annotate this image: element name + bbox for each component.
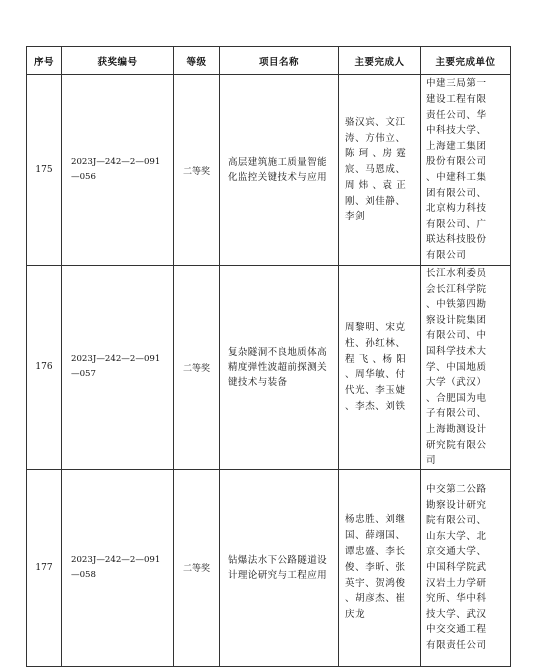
cell-project-name xyxy=(220,266,339,470)
cell-units-line: 究所、华中科 xyxy=(426,593,487,605)
cell-persons-line: 杨忠胜、刘继 xyxy=(345,514,406,526)
cell-grade: 二等奖 xyxy=(174,75,220,266)
cell-persons-line: 英宇、贺鸿俊 xyxy=(345,577,406,589)
header-persons: 主要完成人 xyxy=(339,47,421,75)
cell-units xyxy=(421,469,511,666)
cell-grade: 二等奖 xyxy=(174,266,220,470)
cell-units-line: 中交交通工程 xyxy=(426,624,487,636)
cell-units-line: 子有限公司、 xyxy=(426,408,487,420)
cell-units-line: 国科学技术大 xyxy=(426,345,487,357)
cell-project-name xyxy=(220,75,339,266)
cell-project-name-line: 钻爆法水下公路隧道设 xyxy=(228,554,328,566)
cell-persons-line: 涛、方伟立、 xyxy=(345,132,406,144)
cell-persons-line: 周黎明、宋克 xyxy=(345,321,406,333)
header-grade: 等级 xyxy=(174,47,220,75)
cell-units-line: 北京构力科技 xyxy=(426,203,487,215)
cell-units-line: 上海建工集团 xyxy=(426,140,487,152)
cell-units-line: 中科技大学、 xyxy=(426,125,487,137)
cell-persons-line: 国、薛翊国、 xyxy=(345,530,406,542)
award-table xyxy=(26,46,511,667)
cell-units-line: 研究院有限公 xyxy=(426,439,487,451)
cell-persons-line: 骆汉宾、文江 xyxy=(345,116,406,128)
cell-award-code xyxy=(62,266,174,470)
cell-project-name-line: 计理论研究与工程应用 xyxy=(228,569,328,581)
cell-units xyxy=(421,75,511,266)
cell-units-line: 上海勘测设计 xyxy=(426,423,487,435)
cell-persons-line: 俊、李昕、张 xyxy=(345,561,406,573)
cell-project-name xyxy=(220,469,339,666)
cell-project-name-line: 精度弹性波超前探测关 xyxy=(228,361,328,373)
cell-persons-line: 刚、刘佳静、 xyxy=(345,195,406,207)
cell-units-line: 京交通大学、 xyxy=(426,546,487,558)
cell-units-line: 长江水利委员 xyxy=(426,268,487,279)
cell-award-code xyxy=(62,469,174,666)
cell-units-line: 团有限公司、 xyxy=(426,187,487,199)
cell-persons xyxy=(339,75,421,266)
cell-units-line: 察设计院集团 xyxy=(426,314,487,326)
cell-units-line: 大学（武汉） xyxy=(426,377,487,389)
cell-grade: 二等奖 xyxy=(174,469,220,666)
cell-units-line: 技大学、武汉 xyxy=(426,608,487,620)
cell-units-line: 有限公司 xyxy=(426,249,467,261)
cell-persons-line: 陈 珂 、房 霆 xyxy=(345,148,407,160)
cell-units-line: 院有限公司、 xyxy=(426,515,487,527)
cell-seq: 175 xyxy=(27,75,62,266)
cell-units-line: 山东大学、北 xyxy=(426,530,487,542)
table-row xyxy=(27,266,511,470)
cell-award-code-line: —058 xyxy=(71,569,96,580)
cell-units-line: 有限责任公司 xyxy=(426,639,487,651)
cell-units-line: 中建三局第一 xyxy=(426,78,487,90)
header-name: 项目名称 xyxy=(220,47,339,75)
cell-units-line: 责任公司、华 xyxy=(426,109,487,121)
cell-persons xyxy=(339,469,421,666)
table-row xyxy=(27,469,511,666)
cell-seq: 177 xyxy=(27,469,62,666)
cell-units-line: 学、中国地质 xyxy=(426,361,487,373)
table-row xyxy=(27,75,511,266)
cell-award-code-line: 2023J—242—2—091 xyxy=(71,554,161,565)
cell-persons-line: 谭忠盛、李长 xyxy=(345,546,406,558)
cell-project-name-line: 复杂隧洞不良地质体高 xyxy=(228,346,328,358)
cell-units-line: 会长江科学院 xyxy=(426,283,487,295)
cell-units-line: 司 xyxy=(426,455,437,467)
cell-award-code-line: 2023J—242—2—091 xyxy=(71,354,161,365)
cell-persons-line: 柱、孙红林、 xyxy=(345,337,406,349)
cell-award-code xyxy=(62,75,174,266)
cell-persons-line: 周 炜 、袁 正 xyxy=(345,179,407,191)
cell-award-code-line: —056 xyxy=(71,172,96,182)
cell-award-code-line: 2023J—242—2—091 xyxy=(71,157,161,167)
header-row xyxy=(27,47,511,75)
cell-units-line: 、中铁第四勘 xyxy=(426,299,487,311)
cell-persons-line: 、胡彦杰、崔 xyxy=(345,593,406,605)
cell-project-name-line: 化监控关键技术与应用 xyxy=(228,172,328,183)
cell-units-line: 勘察设计研究 xyxy=(426,499,487,511)
cell-units-line: 有限公司、广 xyxy=(426,218,487,230)
cell-units-line: 中交第二公路 xyxy=(426,483,487,495)
cell-units-line: 、中建科工集 xyxy=(426,172,487,183)
cell-units-line: 联达科技股份 xyxy=(426,234,487,246)
header-code: 获奖编号 xyxy=(62,47,174,75)
cell-units-line: 建设工程有限 xyxy=(426,94,487,106)
cell-persons-line: 程 飞 、杨 阳 xyxy=(345,353,407,365)
cell-persons-line: 宸、马恩成、 xyxy=(345,164,406,176)
header-seq: 序号 xyxy=(27,47,62,75)
cell-persons-line: 李剑 xyxy=(345,211,366,223)
cell-persons-line: 、李杰、刘铁 xyxy=(345,400,406,412)
cell-project-name-line: 高层建筑施工质量智能 xyxy=(228,157,328,168)
cell-units-line: 中国科学院武 xyxy=(426,561,487,573)
cell-persons xyxy=(339,266,421,470)
cell-persons-line: 庆龙 xyxy=(345,609,366,621)
cell-units-line: 汉岩土力学研 xyxy=(426,577,487,589)
cell-units-line: 股份有限公司 xyxy=(426,156,487,168)
cell-units-line: 有限公司、中 xyxy=(426,330,487,342)
cell-persons-line: 、周华敏、付 xyxy=(345,369,406,381)
cell-seq: 176 xyxy=(27,266,62,470)
cell-project-name-line: 键技术与装备 xyxy=(228,376,288,388)
cell-units-line: 、合肥国为电 xyxy=(426,392,487,404)
cell-persons-line: 代光、李玉婕 xyxy=(345,385,406,397)
header-units: 主要完成单位 xyxy=(421,47,511,75)
cell-award-code-line: —057 xyxy=(71,369,96,380)
cell-units xyxy=(421,266,511,470)
